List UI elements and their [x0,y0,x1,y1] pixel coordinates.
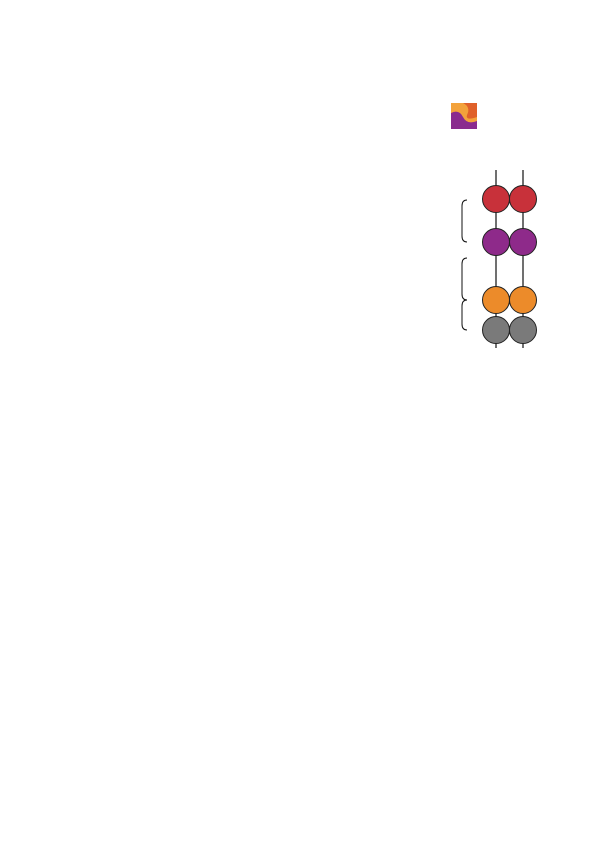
activity-3 [47,741,557,761]
finger-3-circle-a [482,286,510,314]
violinschool-logo [451,103,563,143]
finger-1-circle-a [482,185,510,213]
finger-pattern-chart [383,170,558,350]
activity-1 [47,662,557,682]
finger-1-circle-b [509,185,537,213]
finger-2-circle-b [509,228,537,256]
finger-4-circle-a [482,316,510,344]
logo-icon [451,103,477,129]
finger-3-circle-b [509,286,537,314]
activity-2 [47,684,557,742]
finger-4-circle-b [509,316,537,344]
d-major-staff [40,560,555,630]
activity-4 [47,764,557,784]
g-major-staff [40,460,555,530]
finger-2-circle-a [482,228,510,256]
c-major-staff [40,360,555,430]
